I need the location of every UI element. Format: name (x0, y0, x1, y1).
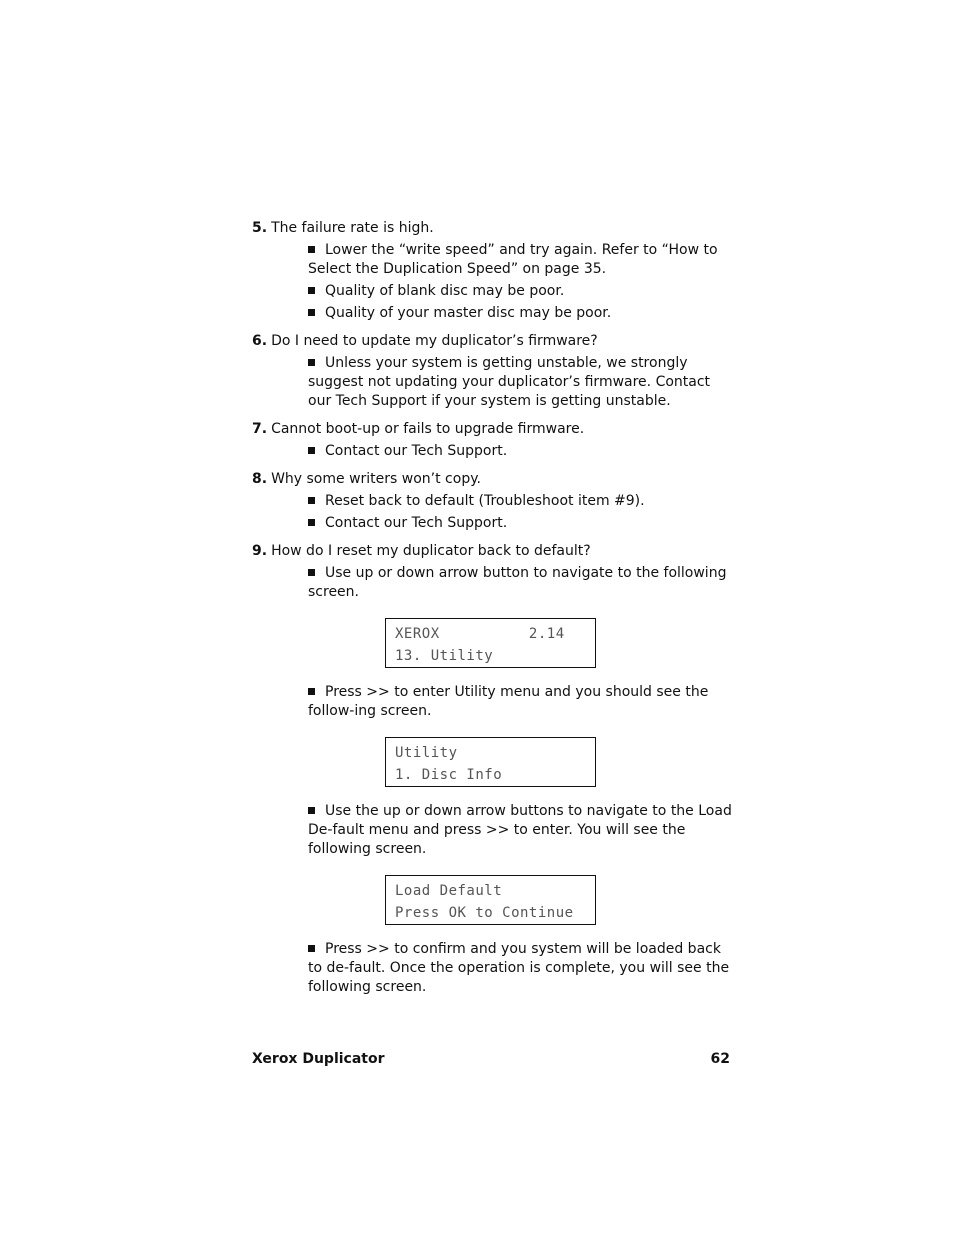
bullet: Press >> to enter Utility menu and you should see the follow-ing screen. (308, 684, 709, 719)
bullet: Unless your system is getting unstable, we strongly suggest not updating your duplicator’s firmware. Contact our Tech Support if your system is getting unstable. (308, 355, 711, 409)
lcd-line-1: Utility (395, 745, 458, 761)
lcd-line-2: 13. Utility (395, 648, 494, 664)
question-9: 9. How do I reset my duplicator back to default? (252, 543, 591, 559)
bullet-square-icon (308, 807, 315, 814)
bullet: Lower the “write speed” and try again. Refer to “How to Select the Duplication Speed” on page 35. (308, 242, 718, 277)
bullet-square-icon (308, 359, 315, 366)
bullet-square-icon (308, 287, 315, 294)
bullet: Use the up or down arrow buttons to navigate to the Load De-fault menu and press >> to enter. You will see the following screen. (308, 803, 732, 857)
footer-title: Xerox Duplicator (252, 1051, 385, 1067)
bullet: Contact our Tech Support. (308, 514, 732, 533)
page-content (252, 219, 732, 997)
lcd-line-1: Load Default (395, 883, 503, 899)
bullet: Reset back to default (Troubleshoot item #9). (308, 492, 732, 511)
lcd-screen-xerox (385, 618, 596, 668)
bullet: Press >> to confirm and you system will be loaded back to de-fault. Once the operation is complete, you will see the following screen. (308, 941, 730, 995)
bullet-square-icon (308, 569, 315, 576)
lcd-line-2: 1. Disc Info (395, 767, 503, 783)
lcd-line-2: Press OK to Continue (395, 905, 574, 921)
bullet-square-icon (308, 309, 315, 316)
bullet-square-icon (308, 447, 315, 454)
question-5: 5. The failure rate is high. (252, 220, 434, 236)
bullet-square-icon (308, 519, 315, 526)
bullet-square-icon (308, 246, 315, 253)
question-7: 7. Cannot boot-up or fails to upgrade firmware. (252, 421, 585, 437)
bullet-square-icon (308, 945, 315, 952)
bullet: Quality of your master disc may be poor. (308, 304, 732, 323)
page-footer (252, 1051, 730, 1067)
page-number: 62 (710, 1051, 730, 1067)
bullet: Contact our Tech Support. (308, 442, 732, 461)
lcd-line-1: XEROX 2.14 (395, 626, 565, 642)
bullet-square-icon (308, 497, 315, 504)
bullet: Quality of blank disc may be poor. (308, 282, 732, 301)
bullet: Use up or down arrow button to navigate to the following screen. (308, 565, 727, 600)
question-6: 6. Do I need to update my duplicator’s firmware? (252, 333, 598, 349)
lcd-screen-load-default (385, 875, 596, 925)
lcd-screen-utility (385, 737, 596, 787)
bullet-square-icon (308, 688, 315, 695)
question-8: 8. Why some writers won’t copy. (252, 471, 481, 487)
